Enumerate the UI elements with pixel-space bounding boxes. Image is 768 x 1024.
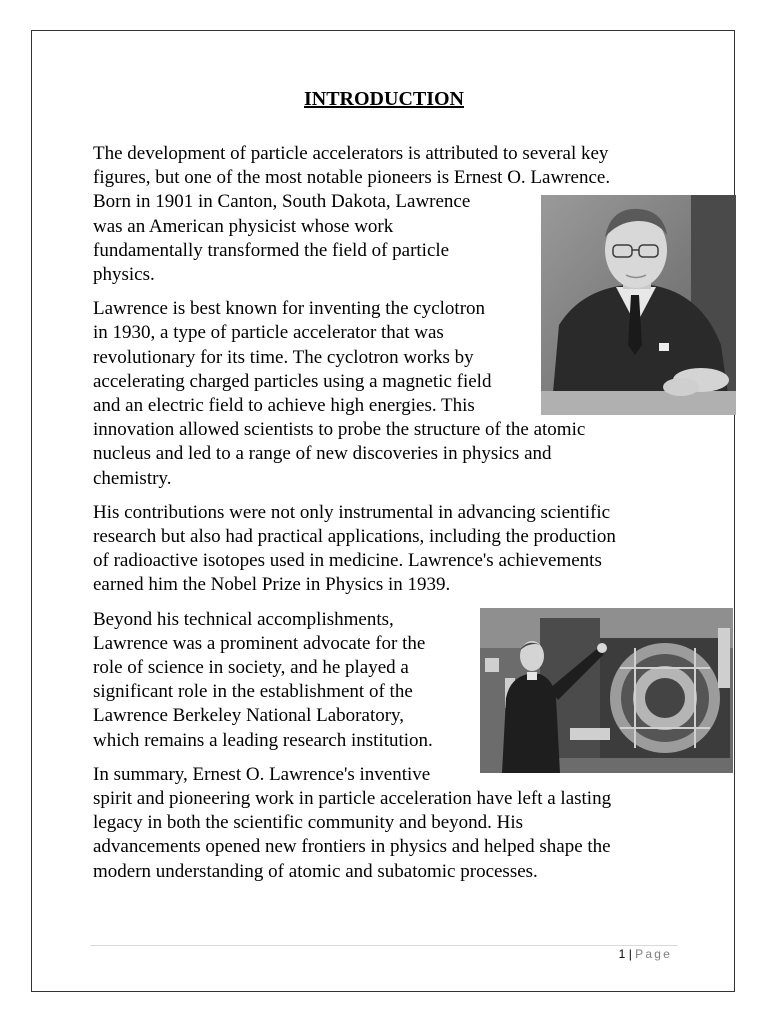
text-line: nucleus and led to a range of new discoveries in physics and (93, 443, 552, 465)
text-line: earned him the Nobel Prize in Physics in 1939. (93, 574, 451, 596)
paragraph (93, 142, 673, 287)
text-line: modern understanding of atomic and subatomic processes. (93, 860, 538, 882)
paragraph (93, 608, 673, 753)
text-line: figures, but one of the most notable pioneers is Ernest O. Lawrence. (93, 167, 611, 189)
paragraph (93, 501, 673, 598)
text-line: innovation allowed scientists to probe the structure of the atomic (93, 419, 586, 441)
page-number-separator: | (628, 947, 632, 961)
text-line: fundamentally transformed the field of particle (93, 239, 450, 261)
text-line: revolutionary for its time. The cyclotron works by (93, 346, 474, 368)
text-line: Lawrence was a prominent advocate for the (93, 632, 426, 654)
text-line: In summary, Ernest O. Lawrence's inventive (93, 763, 431, 785)
text-line: Lawrence Berkeley National Laboratory, (93, 705, 405, 727)
page-number-value: 1 (618, 947, 626, 961)
text-line: spirit and pioneering work in particle acceleration have left a lasting (93, 788, 612, 810)
text-line: role of science in society, and he played a (93, 657, 409, 679)
text-line: in 1930, a type of particle accelerator that was (93, 322, 444, 344)
text-line: and an electric field to achieve high energies. This (93, 395, 475, 417)
text-line: Born in 1901 in Canton, South Dakota, Lawrence (93, 191, 471, 213)
page-label: Page (635, 947, 672, 961)
text-line: of radioactive isotopes used in medicine. Lawrence's achievements (93, 550, 602, 572)
text-line: The development of particle accelerators is attributed to several key (93, 143, 609, 164)
text-line: was an American physicist whose work (93, 215, 394, 237)
text-line: Lawrence is best known for inventing the cyclotron (93, 298, 486, 320)
text-line: His contributions were not only instrumental in advancing scientific (93, 501, 611, 523)
page-title: INTRODUCTION (303, 88, 465, 110)
paragraph (93, 297, 673, 491)
page-number (619, 947, 672, 961)
text-line: Beyond his technical accomplishments, (93, 608, 394, 630)
document-body (93, 142, 673, 894)
text-line: physics. (93, 264, 155, 286)
text-line: legacy in both the scientific community and beyond. His (93, 812, 524, 834)
text-line: advancements opened new frontiers in physics and helped shape the (93, 836, 611, 858)
text-line: accelerating charged particles using a magnetic field (93, 370, 492, 392)
text-line: chemistry. (93, 467, 172, 489)
footer-divider (90, 945, 678, 946)
text-line: significant role in the establishment of the (93, 681, 413, 703)
text-line: research but also had practical applications, including the production (93, 526, 616, 548)
paragraph (93, 763, 673, 884)
text-line: which remains a leading research institution. (93, 729, 433, 751)
